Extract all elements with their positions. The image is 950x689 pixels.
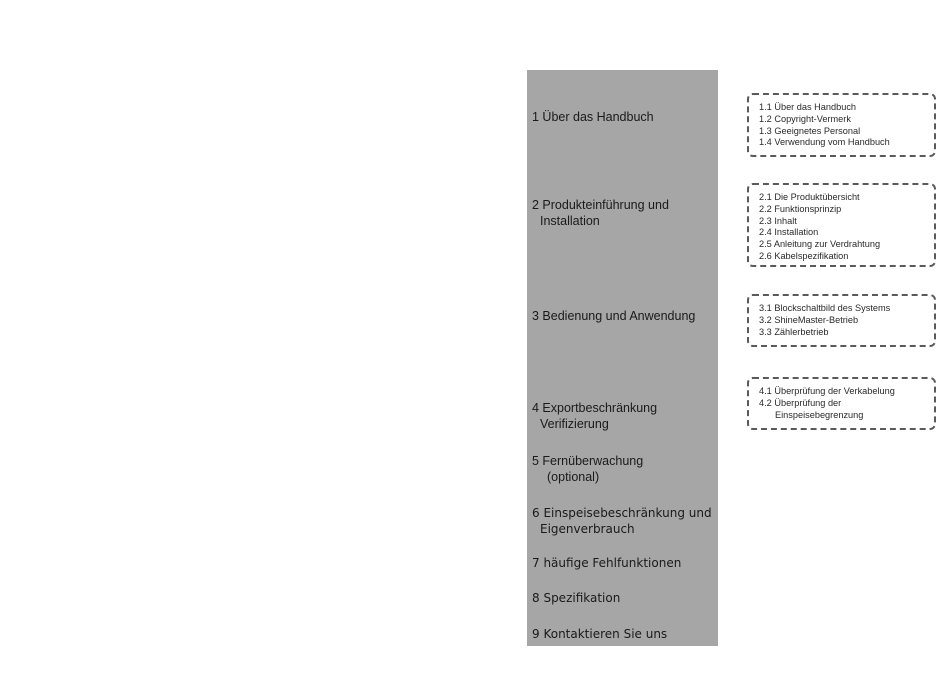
chapter-3[interactable] [532,292,695,324]
subsection-2-4[interactable]: 2.4 Installation [759,227,819,238]
subsection-4-2-label: 4.2 Überprüfung der [759,397,842,408]
chapter-9[interactable] [532,610,667,642]
chapter-8[interactable] [532,574,620,606]
chapter-7[interactable] [532,539,681,571]
subsection-box-1 [747,93,936,157]
chapter-6-label: 6 Einspeisebeschränkung und [532,506,712,520]
chapter-7-label: 7 häufige Fehlfunktionen [532,556,682,570]
chapter-8-label: 8 Spezifikation [532,591,621,605]
subsection-3-2[interactable]: 3.2 ShineMaster-Betrieb [759,314,859,325]
chapter-1[interactable] [532,93,654,125]
chapter-6-label-cont: Eigenverbrauch [540,522,635,536]
subsection-1-2[interactable]: 1.2 Copyright-Vermerk [759,113,851,124]
chapter-4-label: 4 Exportbeschränkung [532,401,658,415]
subsection-2-3[interactable]: 2.3 Inhalt [759,215,797,226]
subsection-box-2 [747,183,936,267]
subsection-2-6[interactable]: 2.6 Kabelspezifikation [759,250,849,261]
chapter-4-label-cont: Verifizierung [540,417,609,431]
chapter-9-label: 9 Kontaktieren Sie uns [532,627,668,641]
subsection-2-2[interactable]: 2.2 Funktionsprinzip [759,203,842,214]
subsection-4-2[interactable] [759,398,926,422]
subsection-3-1[interactable]: 3.1 Blockschaltbild des Systems [759,303,891,313]
subsection-box-4 [747,377,936,430]
subsection-box-3 [747,294,936,347]
subsection-2-5[interactable]: 2.5 Anleitung zur Verdrahtung [759,239,881,250]
chapter-2-label: 2 Produkteinführung und [532,198,669,212]
subsection-1-1[interactable]: 1.1 Über das Handbuch [759,102,857,112]
chapter-2[interactable] [532,181,669,245]
subsection-4-1[interactable]: 4.1 Überprüfung der Verkabelung [759,386,895,396]
subsection-3-3[interactable]: 3.3 Zählerbetrieb [759,326,829,337]
subsection-1-3[interactable]: 1.3 Geeignetes Personal [759,125,861,136]
chapter-3-label: 3 Bedienung und Anwendung [532,309,696,323]
chapter-2-label-cont: Installation [540,214,600,228]
chapter-1-label: 1 Über das Handbuch [532,110,654,124]
subsection-4-2-label-cont: Einspeisebegrenzung [775,409,864,420]
chapter-5-label-cont: (optional) [547,470,600,484]
chapter-5-label: 5 Fernüberwachung [532,454,644,468]
subsection-2-1[interactable]: 2.1 Die Produktübersicht [759,192,860,202]
subsection-1-4[interactable]: 1.4 Verwendung vom Handbuch [759,137,890,148]
toc-panel [527,70,718,646]
